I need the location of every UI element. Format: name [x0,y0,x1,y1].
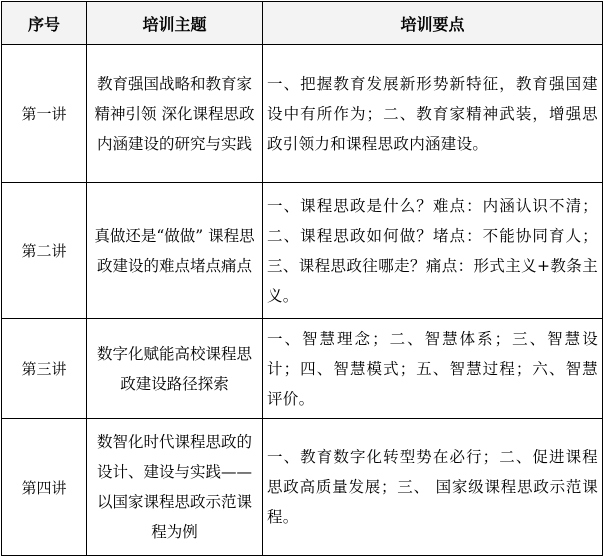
lecture-topic: 数智化时代课程思政的设计、建设与实践——以国家课程思政示范课程为例 [87,419,263,556]
lecture-topic: 数字化赋能高校课程思政建设路径探索 [87,319,263,419]
header-topic: 培训主题 [87,2,263,45]
table-row [2,419,603,556]
lecture-number: 第三讲 [2,319,87,419]
lecture-number: 第四讲 [2,419,87,556]
header-points: 培训要点 [263,2,603,45]
lecture-number: 第二讲 [2,183,87,319]
header-number: 序号 [2,2,87,45]
lecture-points: 一、教育数字化转型势在必行；二、促进课程思政高质量发展；三、 国家级课程思政示范课程。 [263,419,603,556]
lecture-number: 第一讲 [2,45,87,183]
lecture-points: 一、把握教育发展新形势新特征，教育强国建设中有所作为；二、教育家精神武装，增强思政引领力和课程思政内涵建设。 [263,45,603,183]
header-row [2,2,603,45]
table-row [2,183,603,319]
training-table [1,1,603,556]
table-row [2,45,603,183]
lecture-topic: 教育强国战略和教育家精神引领 深化课程思政内涵建设的研究与实践 [87,45,263,183]
lecture-points: 一、智慧理念；二、智慧体系；三、智慧设计；四、智慧模式；五、智慧过程；六、智慧评价。 [263,319,603,419]
lecture-points: 一、课程思政是什么？难点：内涵认识不清；二、课程思政如何做？堵点：不能协同育人；三、课程思政往哪走？痛点：形式主义+教条主义。 [263,183,603,319]
lecture-topic: 真做还是“做做” 课程思政建设的难点堵点痛点 [87,183,263,319]
table-row [2,319,603,419]
